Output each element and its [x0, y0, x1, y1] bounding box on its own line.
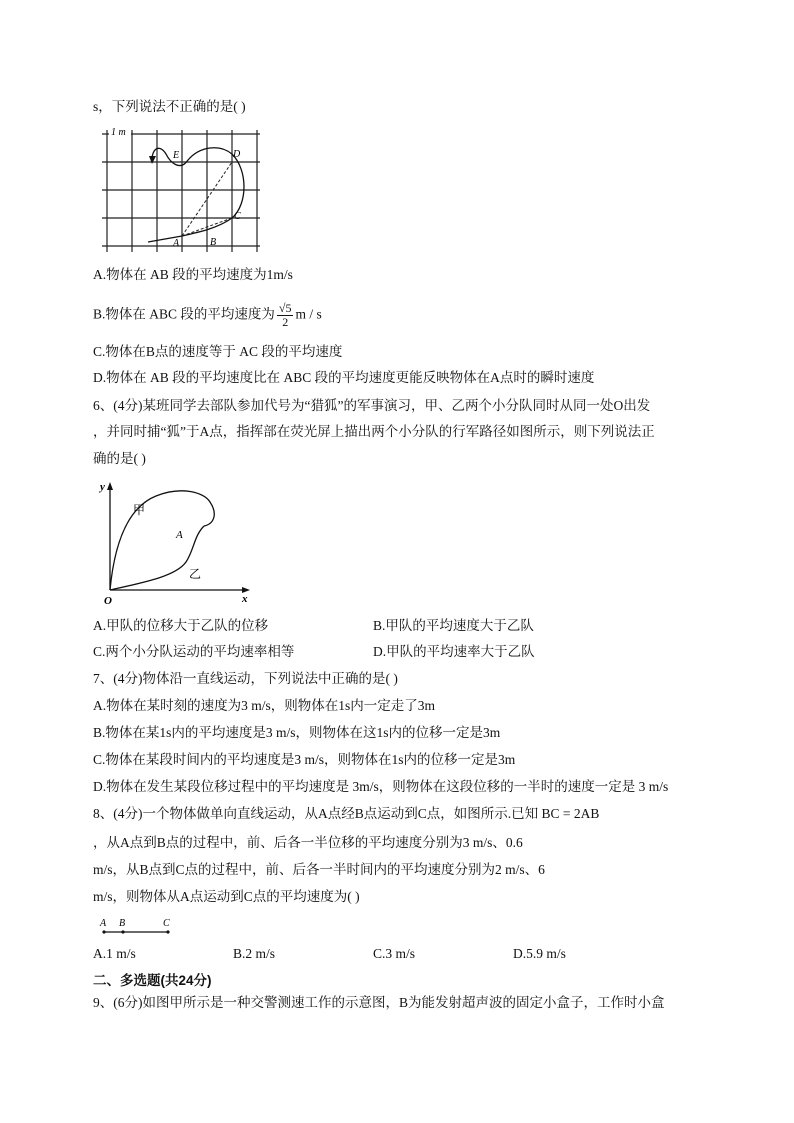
q6-stem-line2: ，并同时捕“狐”于A点，指挥部在荧光屏上描出两个小分队的行军路径如图所示，则下列说法正 [93, 424, 655, 439]
q5-option-d: D.物体在 AB 段的平均速度比在 ABC 段的平均速度更能反映物体在A点时的瞬时速度 [93, 370, 595, 385]
q7-stem: 7、(4分)物体沿一直线运动，下列说法中正确的是( ) [93, 671, 398, 686]
q5-option-b-unit: m / s [295, 306, 322, 322]
point-c-label: C [163, 918, 170, 929]
q6-stem-line3: 确的是( ) [93, 451, 146, 466]
q8-stem-line1: 8、(4分)一个物体做单向直线运动，从A点经B点运动到C点，如图所示.已知 BC = 2AB [93, 806, 600, 821]
point-b-label: B [119, 918, 126, 929]
q8-stem-line2: ，从A点到B点的过程中，前、后各一半位移的平均速度分别为3 m/s、0.6 [93, 835, 523, 850]
q7-option-a: A.物体在某时刻的速度为3 m/s，则物体在1s内一定走了3m [93, 698, 436, 713]
q5-option-b-prefix: B.物体在 ABC 段的平均速度为 [93, 306, 275, 322]
q8-option-b: B.2 m/s [233, 946, 276, 961]
q5-tail-text: s，下列说法不正确的是( ) [93, 99, 246, 114]
q5-option-b-fraction: $\frac{√5}{2}$ [278, 301, 292, 329]
q9-stem-line1: 9、(6分)如图甲所示是一种交警测速工作的示意图，B为能发射超声波的固定小盒子，工作时小盒 [93, 995, 665, 1010]
y-axis-label: y [100, 481, 105, 493]
point-a-label: A [100, 918, 107, 929]
q5-option-c: C.物体在B点的速度等于 AC 段的平均速度 [93, 344, 343, 359]
point-b-label: B [210, 237, 217, 248]
q8-option-a: A.1 m/s [93, 946, 136, 961]
q8-stem-line3: m/s，从B点到C点的过程中，前、后各一半时间内的平均速度分别为2 m/s、6 [93, 862, 545, 877]
q5-option-a: A.物体在 AB 段的平均速度为1m/s [93, 267, 293, 282]
q7-option-b: B.物体在某1s内的平均速度是3 m/s，则物体在这1s内的位移一定是3m [93, 725, 501, 740]
q6-path-figure [96, 478, 256, 606]
q8-option-c: C.3 m/s [373, 946, 416, 961]
point-e-label: E [173, 150, 180, 161]
point-a-label: A [176, 529, 183, 541]
q5-option-b [93, 302, 322, 329]
origin-label: O [104, 595, 112, 606]
q6-option-c: C.两个小分队运动的平均速率相等 [93, 644, 295, 659]
point-d-label: D [233, 149, 241, 160]
x-axis-label: x [242, 593, 248, 605]
q6-stem-line1: 6、(4分)某班同学去部队参加代号为“猎狐”的军事演习，甲、乙两个小分队同时从同一处O出发 [93, 398, 651, 413]
q5-grid-figure [100, 124, 265, 256]
q8-line-figure [96, 912, 186, 940]
grid-scale-label: 1 m [111, 127, 126, 138]
section-title-multiple-choice: 二、多选题(共24分) [93, 973, 212, 988]
q6-option-b: B.甲队的平均速度大于乙队 [373, 618, 534, 633]
q6-option-a: A.甲队的位移大于乙队的位移 [93, 618, 269, 633]
q6-option-d: D.甲队的平均速率大于乙队 [373, 644, 535, 659]
label-yi: 乙 [189, 567, 202, 581]
q7-option-c: C.物体在某段时间内的平均速度是3 m/s，则物体在1s内的位移一定是3m [93, 752, 516, 767]
point-c-label: C [234, 211, 241, 222]
q7-option-d: D.物体在发生某段位移过程中的平均速度是 3m/s，则物体在这段位移的一半时的速度一定是 3 m/s [93, 779, 669, 794]
point-a-label: A [173, 238, 180, 249]
q8-option-d: D.5.9 m/s [513, 946, 566, 961]
q8-stem-line4: m/s，则物体从A点运动到C点的平均速度为( ) [93, 889, 360, 904]
label-jia: 甲 [133, 503, 146, 517]
